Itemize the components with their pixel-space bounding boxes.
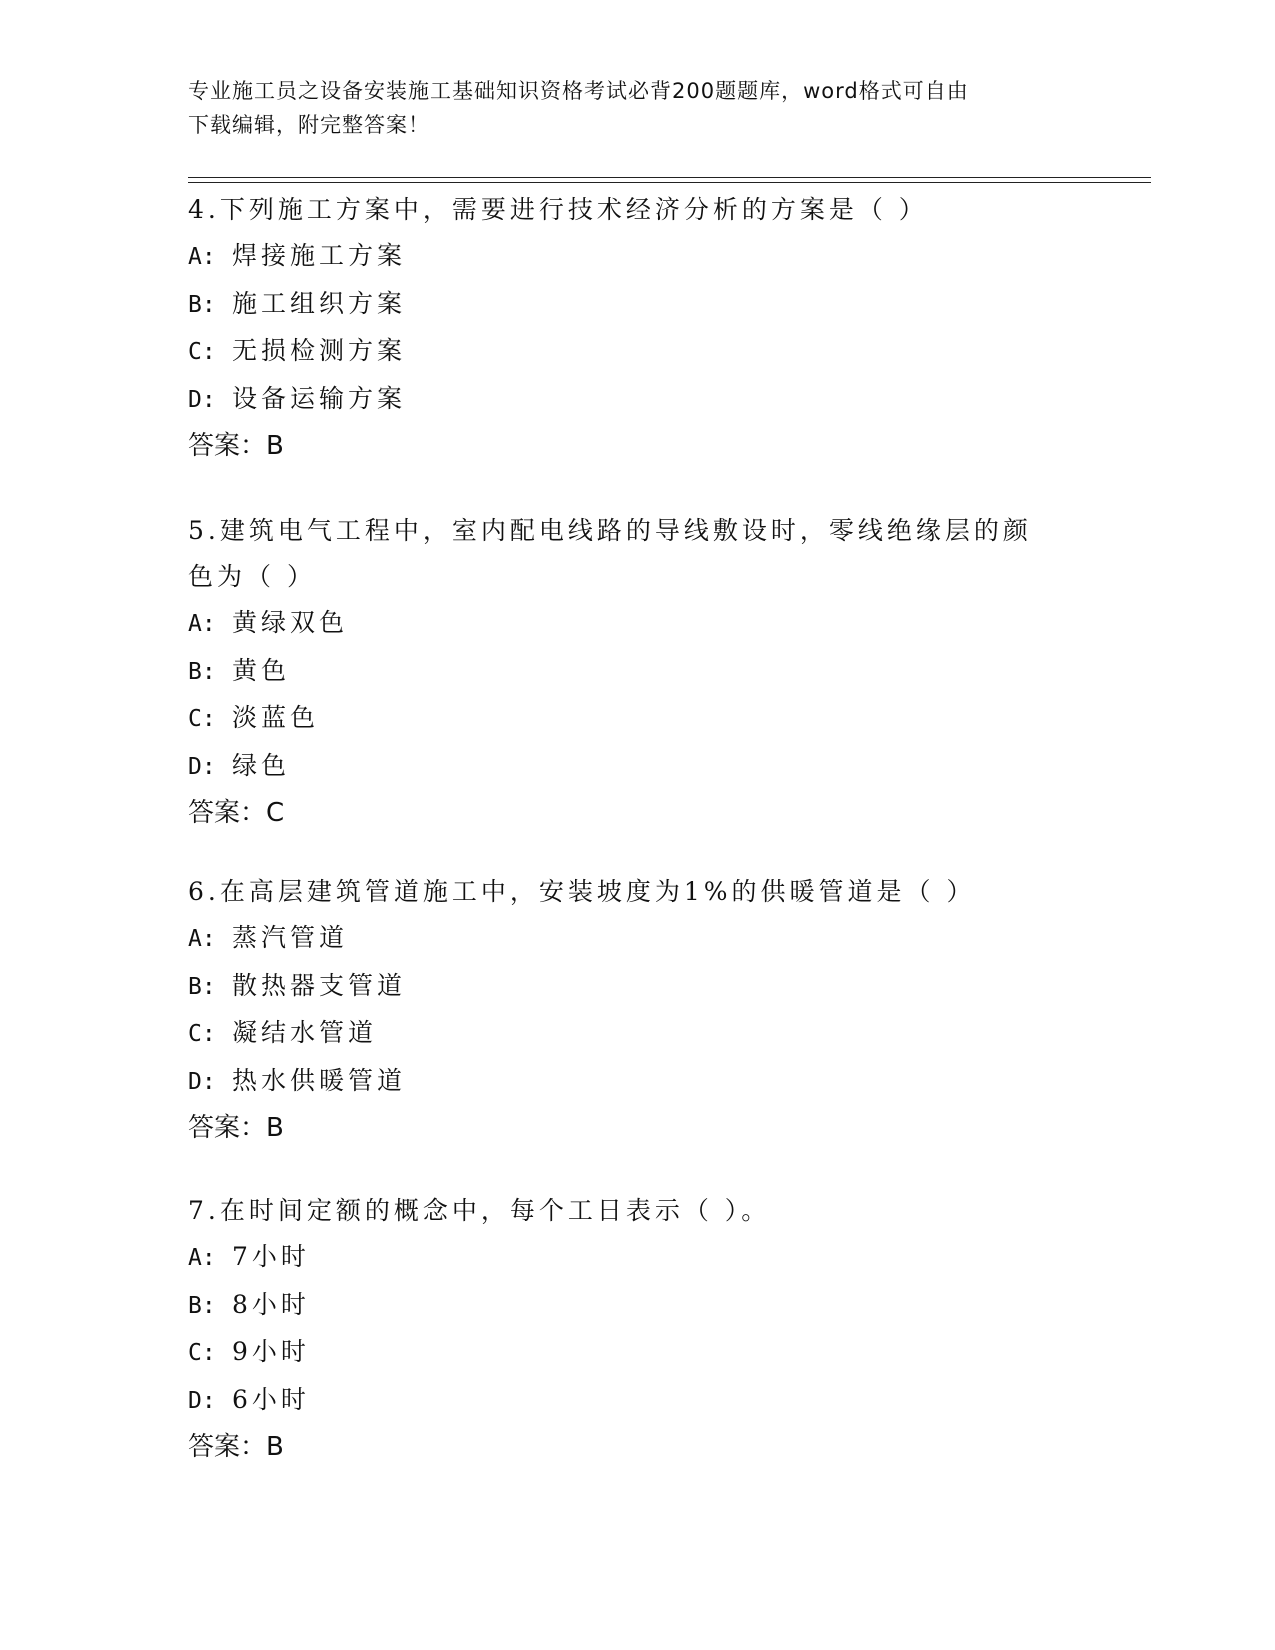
- option-text: 黄绿双色: [232, 608, 349, 637]
- option-letter: B:: [188, 1292, 216, 1319]
- option-text: 黄色: [232, 655, 291, 685]
- option-text: 绿色: [232, 750, 291, 780]
- option-letter: D:: [188, 753, 216, 780]
- option-c: [188, 328, 1088, 376]
- document-header: [188, 74, 1068, 142]
- answer: 答案：B: [188, 431, 284, 461]
- option-a: [188, 1234, 1088, 1282]
- answer: 答案：B: [188, 1432, 284, 1462]
- option-letter: B:: [188, 658, 216, 685]
- option-letter: C:: [188, 339, 216, 365]
- option-text: 无损检测方案: [232, 336, 407, 365]
- option-text: 热水供暖管道: [232, 1065, 407, 1095]
- option-letter: A:: [188, 926, 216, 952]
- option-letter: C:: [188, 706, 216, 732]
- option-text: 9小时: [232, 1337, 310, 1366]
- option-text: 施工组织方案: [232, 288, 407, 318]
- option-d: [188, 1377, 1088, 1425]
- option-text: 6小时: [232, 1384, 310, 1414]
- question-4: [188, 187, 1088, 469]
- option-letter: A:: [188, 611, 216, 637]
- option-letter: D:: [188, 1387, 216, 1414]
- option-letter: B:: [188, 291, 216, 318]
- option-letter: A:: [188, 1245, 216, 1271]
- option-c: [188, 695, 1088, 743]
- answer: 答案：C: [188, 798, 285, 828]
- option-text: 8小时: [232, 1289, 310, 1319]
- question-5: [188, 508, 1088, 836]
- question-title: 4.下列施工方案中，需要进行技术经济分析的方案是（ ）: [188, 195, 928, 224]
- option-a: [188, 600, 1088, 648]
- question-title: 5.建筑电气工程中，室内配电线路的导线敷设时，零线绝缘层的颜色为（ ）: [188, 516, 1032, 591]
- option-b: [188, 963, 1088, 1011]
- option-d: [188, 743, 1088, 791]
- option-letter: C:: [188, 1340, 216, 1366]
- option-d: [188, 376, 1088, 424]
- answer: 答案：B: [188, 1113, 284, 1143]
- option-text: 焊接施工方案: [232, 241, 407, 270]
- option-text: 散热器支管道: [232, 970, 407, 1000]
- question-title: 7.在时间定额的概念中，每个工日表示（ ）。: [188, 1196, 771, 1225]
- option-d: [188, 1058, 1088, 1106]
- header-divider-bottom: [188, 182, 1151, 183]
- option-text: 蒸汽管道: [232, 923, 349, 952]
- option-a: [188, 915, 1088, 963]
- option-b: [188, 648, 1088, 696]
- question-6: [188, 869, 1088, 1151]
- option-letter: D:: [188, 1068, 216, 1095]
- option-text: 7小时: [232, 1242, 310, 1271]
- option-text: 淡蓝色: [232, 703, 320, 732]
- option-text: 凝结水管道: [232, 1018, 378, 1047]
- option-letter: B:: [188, 973, 216, 1000]
- header-line-1: 专业施工员之设备安装施工基础知识资格考试必背200题题库，word格式可自由: [188, 79, 969, 103]
- question-title: 6.在高层建筑管道施工中，安装坡度为1%的供暖管道是（ ）: [188, 877, 976, 906]
- header-divider-top: [188, 177, 1151, 178]
- option-c: [188, 1010, 1088, 1058]
- option-letter: A:: [188, 244, 216, 270]
- option-letter: D:: [188, 386, 216, 413]
- option-c: [188, 1329, 1088, 1377]
- option-a: [188, 233, 1088, 281]
- option-letter: C:: [188, 1021, 216, 1047]
- header-line-2: 下载编辑，附完整答案！: [188, 113, 430, 137]
- question-7: [188, 1188, 1088, 1470]
- option-b: [188, 1282, 1088, 1330]
- option-text: 设备运输方案: [232, 383, 407, 413]
- option-b: [188, 281, 1088, 329]
